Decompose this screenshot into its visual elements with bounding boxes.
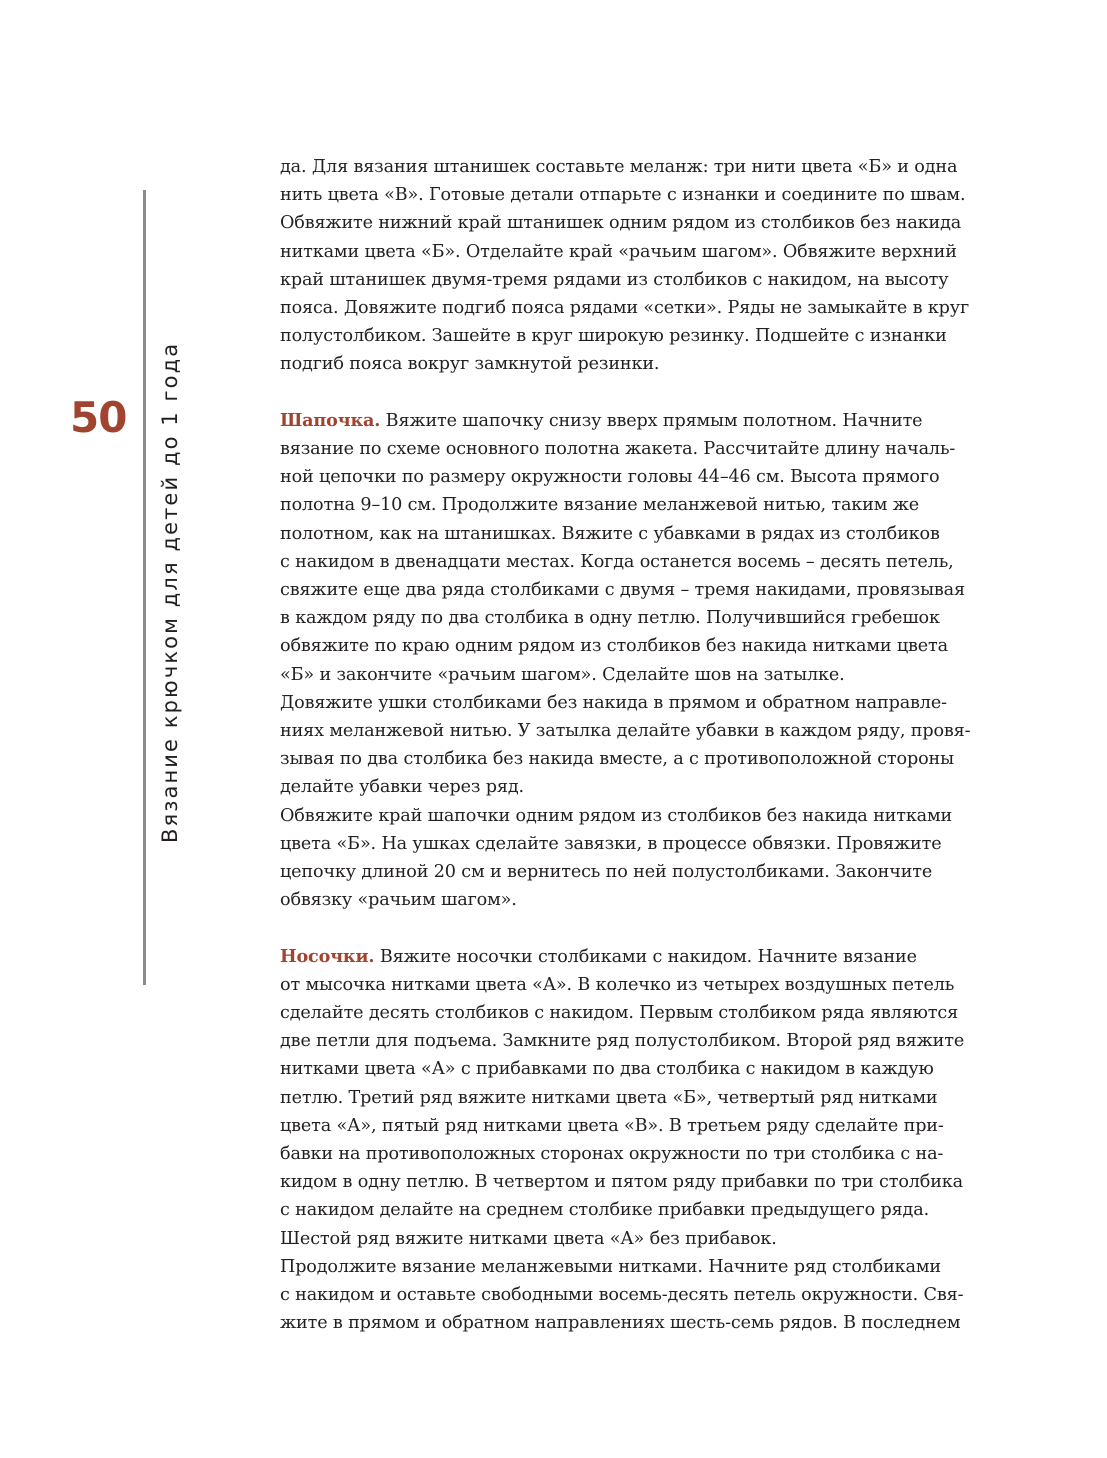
socks-section [280, 943, 1020, 1338]
text-line: пояса. Довяжите подгиб пояса рядами «сетки». Ряды не замыкайте в круг [280, 298, 970, 319]
text-line: Обвяжите край шапочки одним рядом из столбиков без накида нитками [280, 805, 953, 826]
text-line: обвязку «рачьим шагом». [280, 890, 517, 911]
text-line: Довяжите ушки столбиками без накида в прямом и обратном направле- [280, 692, 947, 713]
text-line: жите в прямом и обратном направлениях шесть-семь рядов. В последнем [280, 1313, 961, 1334]
text-line: свяжите еще два ряда столбиками с двумя – тремя накидами, провязывая [280, 580, 965, 601]
text-line: обвяжите по краю одним рядом из столбиков без накида нитками цвета [280, 636, 948, 657]
text-line: полотном, как на штанишках. Вяжите с убавками в рядах из столбиков [280, 523, 940, 544]
socks-heading: Носочки. [280, 945, 375, 967]
text-line: с накидом и оставьте свободными восемь-десять петель окружности. Свя- [280, 1285, 964, 1306]
running-title-text: Вязание крючком для детей до 1 года [158, 341, 182, 843]
text-line: с накидом в двенадцати местах. Когда останется восемь – десять петель, [280, 551, 954, 572]
text-line: зывая по два столбика без накида вместе, а с противоположной стороны [280, 749, 954, 770]
text-line: с накидом делайте на среднем столбике прибавки предыдущего ряда. [280, 1200, 930, 1221]
text-line: бавки на противоположных сторонах окружности по три столбика с на- [280, 1144, 944, 1165]
intro-paragraph [280, 153, 1020, 379]
text-line: Продолжите вязание меланжевыми нитками. Начните ряд столбиками [280, 1256, 941, 1277]
text-line: край штанишек двумя-тремя рядами из столбиков с накидом, на высоту [280, 269, 949, 290]
socks-first-line-text: Вяжите носочки столбиками с накидом. Начните вязание [374, 946, 917, 967]
margin-rule [143, 190, 146, 985]
text-line: петлю. Третий ряд вяжите нитками цвета «Б», четвертый ряд нитками [280, 1087, 938, 1108]
text-line: кидом в одну петлю. В четвертом и пятом ряду прибавки по три столбика [280, 1172, 963, 1193]
text-line: нить цвета «В». Готовые детали отпарьте с изнанки и соедините по швам. [280, 185, 966, 206]
text-line: в каждом ряду по два столбика в одну петлю. Получившийся гребешок [280, 608, 940, 629]
text-line: нитками цвета «Б». Отделайте край «рачьим шагом». Обвяжите верхний [280, 241, 957, 262]
text-line: полотна 9–10 см. Продолжите вязание меланжевой нитью, таким же [280, 495, 920, 516]
text-line: цепочку длиной 20 см и вернитесь по ней полустолбиками. Закончите [280, 862, 933, 883]
text-line: две петли для подъема. Замкните ряд полустолбиком. Второй ряд вяжите [280, 1031, 965, 1052]
text-line: нитками цвета «А» с прибавками по два столбика с накидом в каждую [280, 1059, 934, 1080]
text-line: вязание по схеме основного полотна жакета. Рассчитайте длину началь- [280, 439, 956, 460]
text-line: Обвяжите нижний край штанишек одним рядом из столбиков без накида [280, 213, 962, 234]
text-line: «Б» и закончите «рачьим шагом». Сделайте шов на затылке. [280, 664, 845, 685]
text-line: цвета «А», пятый ряд нитками цвета «В». В третьем ряду сделайте при- [280, 1115, 944, 1136]
hat-section [280, 407, 1020, 915]
text-line: Шестой ряд вяжите нитками цвета «А» без прибавок. [280, 1228, 777, 1249]
page-number: 50 [70, 393, 127, 442]
main-text [280, 153, 1020, 1338]
hat-first-line [280, 407, 1020, 435]
paragraph-gap [280, 914, 1020, 942]
text-line: сделайте десять столбиков с накидом. Первым столбиком ряда являются [280, 1003, 959, 1024]
text-line: да. Для вязания штанишек составьте меланж: три нити цвета «Б» и одна [280, 157, 958, 177]
text-line: подгиб пояса вокруг замкнутой резинки. [280, 354, 660, 375]
hat-first-line-text: Вяжите шапочку снизу вверх прямым полотном. Начните [380, 410, 923, 431]
socks-first-line [280, 943, 1020, 971]
text-line: цвета «Б». На ушках сделайте завязки, в процессе обвязки. Провяжите [280, 833, 942, 854]
text-line: делайте убавки через ряд. [280, 777, 524, 798]
paragraph-gap [280, 379, 1020, 407]
text-line: ниях меланжевой нитью. У затылка делайте убавки в каждом ряду, провя- [280, 721, 971, 742]
text-line: от мысочка нитками цвета «А». В колечко из четырех воздушных петель [280, 974, 955, 995]
text-line: полустолбиком. Зашейте в круг широкую резинку. Подшейте с изнанки [280, 326, 947, 347]
hat-heading: Шапочка. [280, 409, 381, 431]
text-line: ной цепочки по размеру окружности головы 44–46 см. Высота прямого [280, 467, 940, 488]
